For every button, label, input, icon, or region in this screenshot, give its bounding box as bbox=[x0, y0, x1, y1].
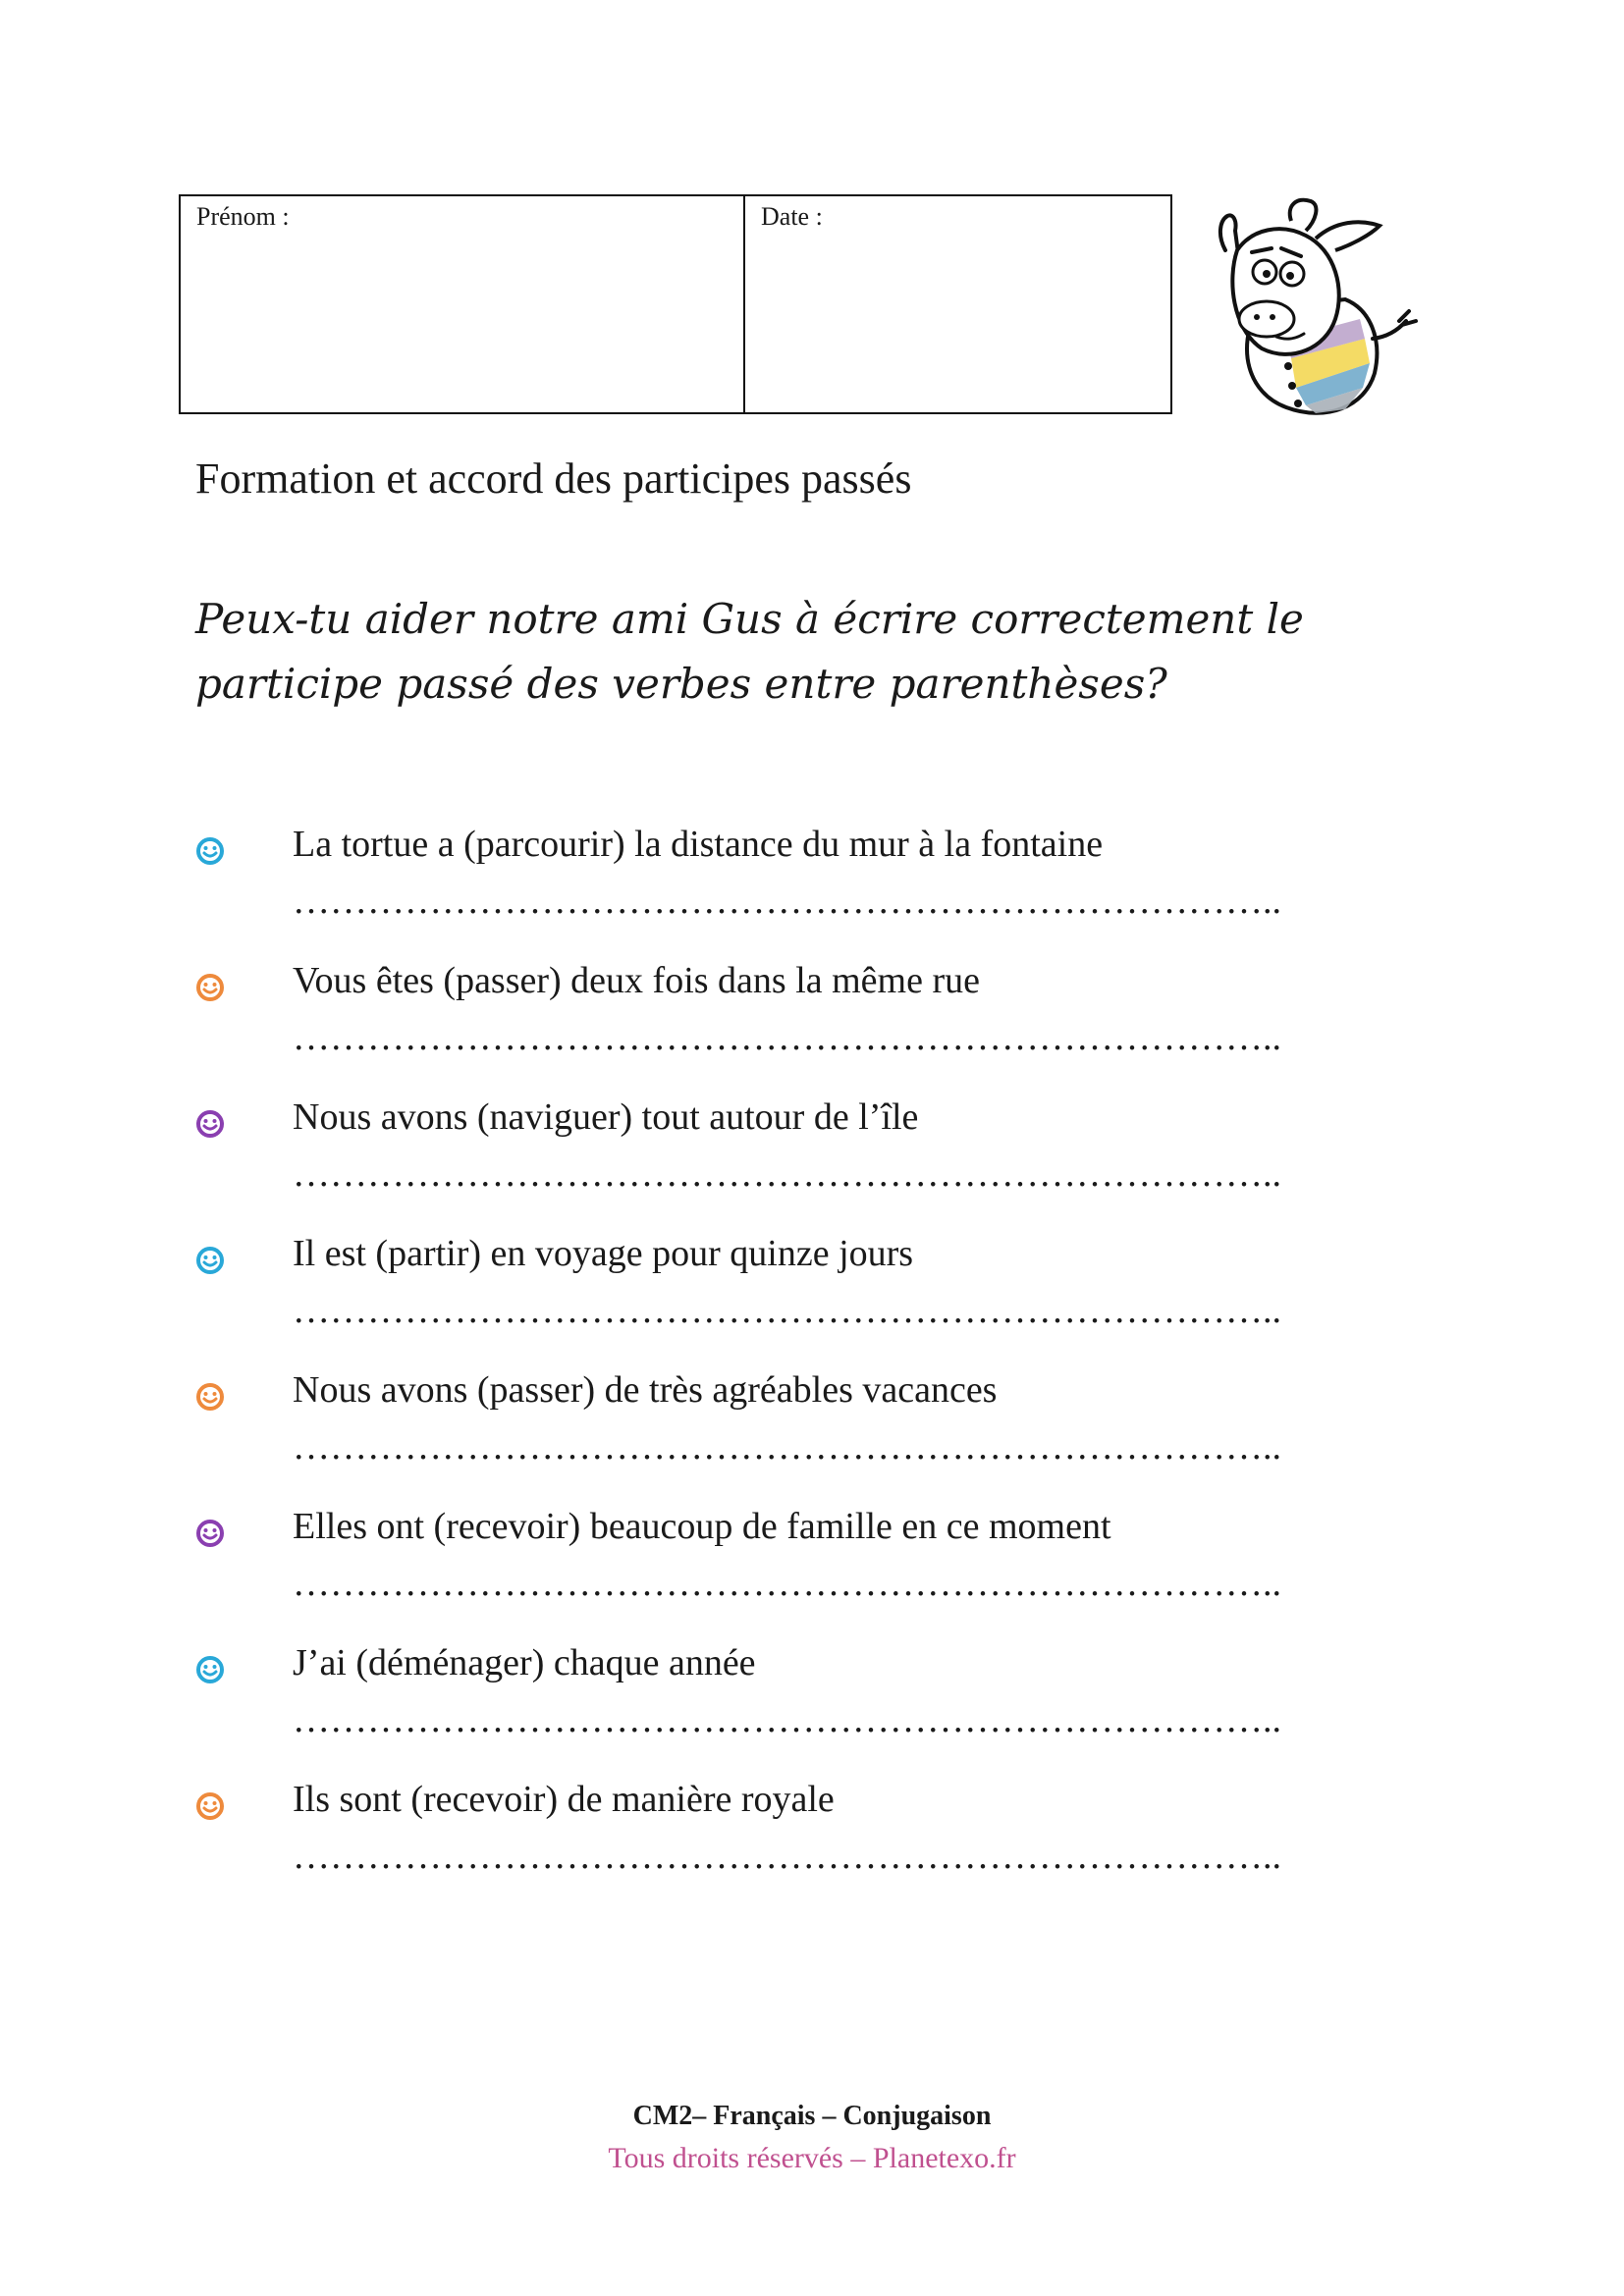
answer-line[interactable]: …………………………………………………………………….. bbox=[293, 1426, 1281, 1468]
smiley-icon bbox=[195, 1519, 225, 1548]
exercise-item bbox=[0, 1368, 1624, 1505]
exercise-sentence: La tortue a (parcourir) la distance du mur à la fontaine bbox=[293, 824, 1104, 865]
instructions-text: Peux-tu aider notre ami Gus à écrire correctement le participe passé des verbes entre parenthèses? bbox=[195, 595, 1304, 708]
footer-rights: Tous droits réservés – Planetexo.fr bbox=[608, 2142, 1016, 2174]
date-field[interactable] bbox=[745, 196, 1170, 412]
smiley-icon bbox=[195, 1791, 225, 1821]
footer-subject: CM2– Français – Conjugaison bbox=[632, 2101, 992, 2131]
header-table bbox=[179, 194, 1172, 414]
answer-line[interactable]: …………………………………………………………………….. bbox=[293, 881, 1281, 922]
name-field[interactable] bbox=[181, 196, 745, 412]
exercise-item bbox=[0, 1095, 1624, 1232]
exercise-sentence: Nous avons (passer) de très agréables vacances bbox=[293, 1369, 998, 1411]
gus-mascot-icon bbox=[1198, 191, 1419, 427]
answer-line[interactable]: …………………………………………………………………….. bbox=[293, 1153, 1281, 1195]
answer-line[interactable]: …………………………………………………………………….. bbox=[293, 1563, 1281, 1604]
answer-line[interactable]: …………………………………………………………………….. bbox=[293, 1699, 1281, 1740]
exercise-item bbox=[0, 823, 1624, 959]
smiley-icon bbox=[195, 1382, 225, 1412]
smiley-icon bbox=[195, 1655, 225, 1684]
exercise-sentence: Elles ont (recevoir) beaucoup de famille en ce moment bbox=[293, 1506, 1111, 1547]
exercise-item bbox=[0, 959, 1624, 1095]
exercise-sentence: Nous avons (naviguer) tout autour de l’île bbox=[293, 1096, 919, 1138]
exercise-item bbox=[0, 1641, 1624, 1778]
answer-line[interactable]: …………………………………………………………………….. bbox=[293, 1017, 1281, 1058]
smiley-icon bbox=[195, 1109, 225, 1139]
page-title: Formation et accord des participes passés bbox=[195, 454, 912, 503]
exercise-sentence: Ils sont (recevoir) de manière royale bbox=[293, 1779, 835, 1820]
exercise-item bbox=[0, 1778, 1624, 1914]
exercise-sentence: Il est (partir) en voyage pour quinze jours bbox=[293, 1233, 914, 1274]
smiley-icon bbox=[195, 1246, 225, 1275]
exercise-sentence: Vous êtes (passer) deux fois dans la même rue bbox=[293, 960, 980, 1001]
answer-line[interactable]: …………………………………………………………………….. bbox=[293, 1836, 1281, 1877]
exercise-item bbox=[0, 1505, 1624, 1641]
date-label: Date : bbox=[761, 202, 823, 231]
answer-line[interactable]: …………………………………………………………………….. bbox=[293, 1290, 1281, 1331]
name-label: Prénom : bbox=[196, 202, 290, 231]
smiley-icon bbox=[195, 973, 225, 1002]
exercise-item bbox=[0, 1232, 1624, 1368]
exercise-sentence: J’ai (déménager) chaque année bbox=[293, 1642, 756, 1683]
smiley-icon bbox=[195, 836, 225, 866]
